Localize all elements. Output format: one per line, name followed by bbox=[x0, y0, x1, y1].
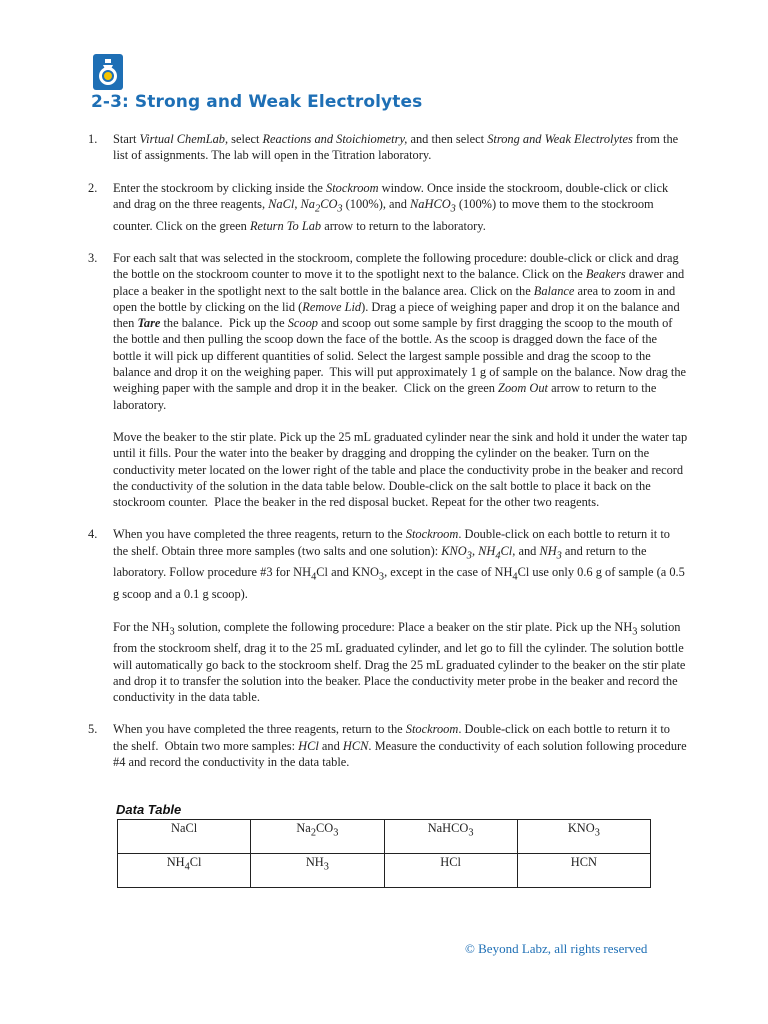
table-cell[interactable]: $Na_2CO_3$ bbox=[251, 820, 384, 854]
step-number: 4. bbox=[88, 527, 98, 542]
step-paragraph: Move the beaker to the stir plate. Pick up the 25 mL graduated cylinder near the sink and hold it under the water tap until it fills. Pour the water into the beaker by dragging and dropping the cylinder on the beaker. Turn on the conductivity meter located on the lower right of the table and place the conductivity probe in the beaker and record the conductivity of the solution in the data table below. Double-click on the salt bottle to place it back on the stockroom counter. Place the beaker in the red disposal bucket. Repeat for the other two reagents. bbox=[113, 429, 688, 510]
data-table-label: Data Table bbox=[116, 802, 182, 817]
step-paragraph: For the $NH_3$ solution, complete the following procedure: Place a beaker on the stir plate. Pick up the $NH_3$ solution from the stockroom shelf, drag it to the 25 mL graduated cylinder, and let go to fill the cylinder. The solution bottle will automatically go back to the stockroom shelf. Drag the 25 mL graduated cylinder to the beaker on the stir plate and drop it to transfer the solution into the beaker. Place the conductivity meter probe in the beaker and record the conductivity in the data table. bbox=[113, 619, 686, 705]
step-paragraph: For each salt that was selected in the stockroom, complete the following procedure: double-click or click and drag the bottle on the stockroom counter to move it to the spotlight next to the balance. Click on the Beakers drawer and place a beaker in the spotlight next to the salt bottle in the balance area. Click on the Balance area to zoom in and open the bottle by clicking on the lid (Remove Lid). Drag a piece of weighing paper and drop it on the balance and then Tare the balance. Pick up the Scoop and scoop out some sample by first dragging the scoop to the mouth of the bottle and then pulling the scoop down the face of the bottle. As the scoop is dragged down the face of the bottle it will pick up different quantities of solid. Select the largest sample possible and drag the scoop to the balance and drop it on the weighing paper. This will put approximately 1 g of sample on the balance. Now drag the weighing paper with the sample and drop it in the beaker. Click on the green Zoom Out arrow to return to the laboratory. bbox=[113, 250, 687, 412]
step-3 bbox=[88, 250, 688, 510]
table-cell[interactable]: NaHCO$_3$ bbox=[384, 820, 517, 854]
table-cell[interactable]: HCl bbox=[384, 854, 517, 888]
step-paragraph: When you have completed the three reagents, return to the Stockroom. Double-click on each bottle to return it to the shelf. Obtain two more samples: HCl and HCN. Measure the conductivity of each solution following procedure #4 and record the conductivity in the data table. bbox=[113, 722, 687, 770]
table-row bbox=[118, 820, 651, 854]
step-number: 3. bbox=[88, 250, 98, 265]
data-table bbox=[117, 819, 651, 888]
table-row bbox=[118, 854, 651, 888]
step-number: 2. bbox=[88, 180, 98, 195]
copyright-footer: © Beyond Labz, all rights reserved bbox=[465, 941, 648, 956]
step-number: 1. bbox=[88, 132, 98, 146]
table-cell[interactable]: $NH_3$ bbox=[251, 854, 384, 888]
step-4 bbox=[88, 526, 688, 705]
step-paragraph: When you have completed the three reagents, return to the Stockroom. Double-click on each bottle to return it to the shelf. Obtain three more samples (two salts and one solution): $KNO_3$, $NH_4Cl$, and $NH_3$ and return to the laboratory. Follow procedure #3 for $NH_4Cl$ and $KNO_3$, except in the case of $NH_4Cl$ use only 0.6 g of sample (a 0.5 g scoop and a 0.1 g scoop). bbox=[113, 527, 685, 602]
step-1 bbox=[88, 131, 688, 164]
page-title: 2-3: Strong and Weak Electrolytes bbox=[91, 92, 423, 112]
flask-logo-icon bbox=[93, 54, 123, 90]
table-cell[interactable]: $NH_4Cl$ bbox=[118, 854, 251, 888]
table-cell[interactable]: HCN bbox=[517, 854, 650, 888]
instructions bbox=[88, 131, 688, 786]
table-cell[interactable]: $KNO_3$ bbox=[517, 820, 650, 854]
step-number: 5. bbox=[88, 722, 98, 737]
step-2 bbox=[88, 180, 688, 234]
step-paragraph: Enter the stockroom by clicking inside the Stockroom window. Once inside the stockroom, double-click or click and drag on the three reagents, NaCl, $Na_2CO_3$ (100%), and NaHCO$_3$ (100%) to move them to the stockroom counter. Click on the green Return To Lab arrow to return to the laboratory. bbox=[113, 180, 669, 233]
step-5 bbox=[88, 721, 688, 770]
table-cell[interactable]: NaCl bbox=[118, 820, 251, 854]
step-paragraph: Start Virtual ChemLab, select Reactions and Stoichiometry, and then select Strong and Weak Electrolytes from the list of assignments. The lab will open in the Titration laboratory. bbox=[113, 132, 679, 163]
